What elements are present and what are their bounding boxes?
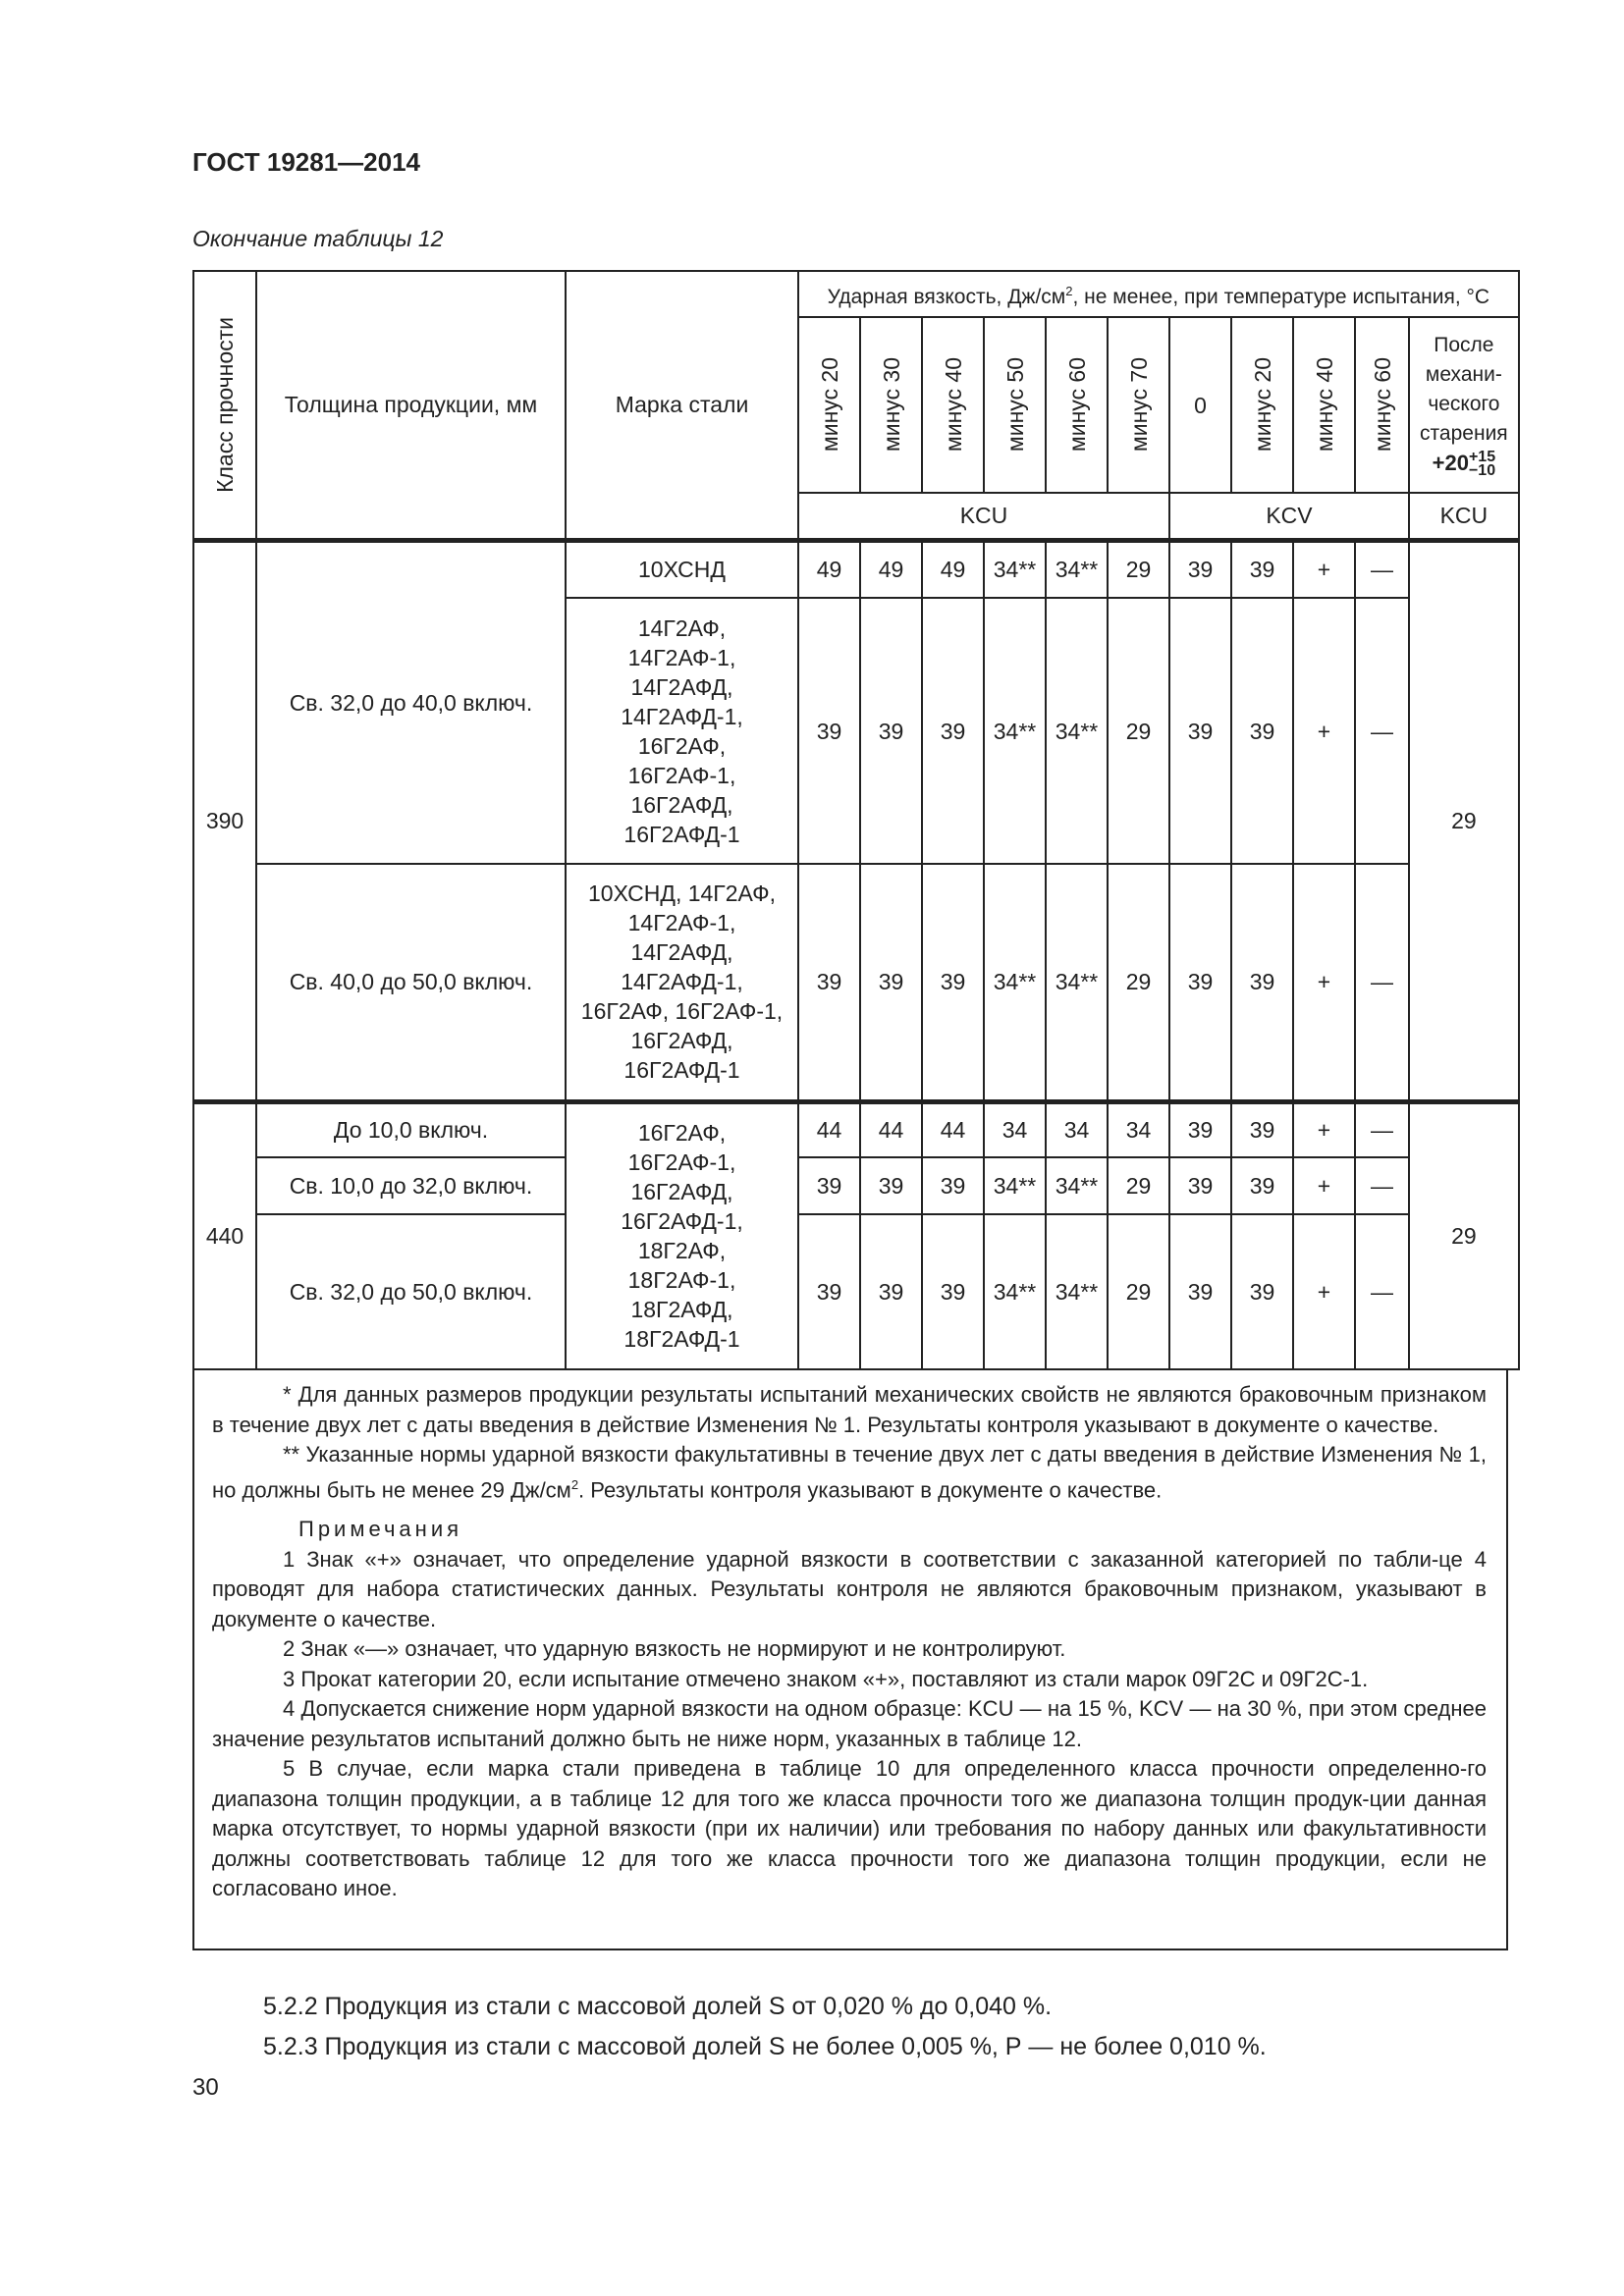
cell-value: 34** bbox=[984, 1157, 1046, 1214]
header-temp-kcu-m70: минус 70 bbox=[1108, 317, 1169, 493]
note-5: 5 В случае, если марка стали приведена в таблице 10 для определенного класса прочности определенно-го диапазона толщин продукции, а в таблице 12 для того же класса прочности того же диапазона толщин продук-ции данная марка отсутствует, то нормы ударной вязкости (при их наличии) или требования по набору данных или факультативности должны соответствовать таблице 12 для того же класса прочности того же диапазона толщин продукции, если не согласовано иное. bbox=[212, 1756, 1487, 1901]
cell-value: 34** bbox=[1046, 1214, 1108, 1369]
cell-value: + bbox=[1293, 1214, 1355, 1369]
row-grade: 16Г2АФ, 16Г2АФ-1, 16Г2АФД, 16Г2АФД-1, 18Г2АФ, 18Г2АФ-1, 18Г2АФД, 18Г2АФД-1 bbox=[566, 1101, 798, 1369]
table-caption: Окончание таблицы 12 bbox=[192, 226, 444, 251]
header-kcv: KCV bbox=[1169, 493, 1409, 540]
cell-value: 39 bbox=[1231, 1214, 1293, 1369]
table-row bbox=[193, 1214, 1519, 1369]
footnote-2: ** Указанные нормы ударной вязкости факультативны в течение двух лет с даты введения в действие Изменения № 1, но должны быть не менее 29 $Дж/см^2$. Результаты контроля указывают в документе о качестве. bbox=[212, 1442, 1487, 1502]
cell-value: 49 bbox=[860, 540, 922, 598]
cell-value: + bbox=[1293, 598, 1355, 864]
cell-value: 34** bbox=[1046, 598, 1108, 864]
cell-value: — bbox=[1355, 1157, 1409, 1214]
table-row bbox=[193, 864, 1519, 1101]
header-temp-kcu-m60: минус 60 bbox=[1046, 317, 1108, 493]
row-grade: 10ХСНД, 14Г2АФ, 14Г2АФ-1, 14Г2АФД, 14Г2АФД-1, 16Г2АФ, 16Г2АФ-1, 16Г2АФД, 16Г2АФД-1 bbox=[566, 864, 798, 1101]
note-3: 3 Прокат категории 20, если испытание отмечено знаком «+», поставляют из стали марок 09Г2С и 09Г2С-1. bbox=[283, 1666, 1369, 1691]
cell-value: + bbox=[1293, 1101, 1355, 1157]
cell-value: 29 bbox=[1108, 1214, 1169, 1369]
header-kcu-after: KCU bbox=[1409, 493, 1519, 540]
footnote-1: * Для данных размеров продукции результаты испытаний механических свойств не являются браковочным признаком в течение двух лет с даты введения в действие Изменения № 1. Результаты контроля указывают в документе о качестве. bbox=[212, 1382, 1487, 1437]
cell-value: 39 bbox=[1231, 598, 1293, 864]
impact-toughness-table bbox=[192, 270, 1520, 1370]
cell-value: 39 bbox=[1169, 1214, 1231, 1369]
header-grade: Марка стали bbox=[566, 271, 798, 540]
cell-value: 34** bbox=[1046, 1157, 1108, 1214]
cell-value: 34** bbox=[984, 540, 1046, 598]
note-1: 1 Знак «+» означает, что определение ударной вязкости в соответствии с заказанной категорией по табли-це 4 проводят для набора статистических данных. Результаты контроля не являются браковочным признаком, указывают в документе о качестве. bbox=[212, 1546, 1487, 1631]
table-row bbox=[193, 540, 1519, 598]
cell-value: 39 bbox=[1231, 1101, 1293, 1157]
header-temp-kcu-m30: минус 30 bbox=[860, 317, 922, 493]
header-temp-kcv-m40: минус 40 bbox=[1293, 317, 1355, 493]
cell-value: 34** bbox=[984, 1214, 1046, 1369]
cell-value: 44 bbox=[860, 1101, 922, 1157]
header-thickness: Толщина продукции, мм bbox=[256, 271, 566, 540]
cell-value: 39 bbox=[798, 1214, 860, 1369]
header-temp-kcu-m20: минус 20 bbox=[798, 317, 860, 493]
note-4: 4 Допускается снижение норм ударной вязкости на одном образце: KCU — на 15 %, KCV — на 30 %, при этом среднее значение результатов испытаний должно быть не ниже норм, указанных в таблице 12. bbox=[212, 1696, 1487, 1751]
row-thickness: Св. 32,0 до 40,0 включ. bbox=[256, 540, 566, 864]
cell-value: + bbox=[1293, 864, 1355, 1101]
cell-value: + bbox=[1293, 540, 1355, 598]
after-aging-390: 29 bbox=[1409, 540, 1519, 1101]
cell-value: — bbox=[1355, 598, 1409, 864]
cell-value: 34 bbox=[1046, 1101, 1108, 1157]
row-grade: 14Г2АФ, 14Г2АФ-1, 14Г2АФД, 14Г2АФД-1, 16Г2АФ, 16Г2АФ-1, 16Г2АФД, 16Г2АФД-1 bbox=[566, 598, 798, 864]
row-thickness: Св. 40,0 до 50,0 включ. bbox=[256, 864, 566, 1101]
document-title: ГОСТ 19281—2014 bbox=[192, 147, 420, 177]
cell-value: 39 bbox=[1231, 864, 1293, 1101]
table-row bbox=[193, 1101, 1519, 1157]
cell-value: 39 bbox=[1231, 1157, 1293, 1214]
table-notes bbox=[192, 1368, 1508, 1950]
cell-value: 39 bbox=[922, 864, 984, 1101]
cell-value: 39 bbox=[860, 1214, 922, 1369]
cell-value: 34** bbox=[1046, 864, 1108, 1101]
cell-value: 29 bbox=[1108, 1157, 1169, 1214]
cell-value: 39 bbox=[798, 864, 860, 1101]
cell-value: 49 bbox=[922, 540, 984, 598]
cell-value: 29 bbox=[1108, 540, 1169, 598]
cell-value: — bbox=[1355, 1214, 1409, 1369]
header-temp-kcv-0: 0 bbox=[1169, 317, 1231, 493]
cell-value: 39 bbox=[860, 1157, 922, 1214]
class-390: 390 bbox=[193, 540, 256, 1101]
header-temp-kcu-m40: минус 40 bbox=[922, 317, 984, 493]
page-number: 30 bbox=[192, 2074, 219, 2101]
cell-value: 39 bbox=[798, 1157, 860, 1214]
cell-value: 39 bbox=[1231, 540, 1293, 598]
header-class: Класс прочности bbox=[193, 271, 256, 540]
cell-value: 34** bbox=[984, 598, 1046, 864]
cell-value: — bbox=[1355, 540, 1409, 598]
cell-value: 39 bbox=[922, 1157, 984, 1214]
cell-value: 44 bbox=[798, 1101, 860, 1157]
cell-value: 39 bbox=[1169, 1157, 1231, 1214]
cell-value: 29 bbox=[1108, 864, 1169, 1101]
cell-value: 44 bbox=[922, 1101, 984, 1157]
paragraph-5-2-3: 5.2.3 Продукция из стали с массовой долей S не более 0,005 %, Р — не более 0,010 %. bbox=[263, 2033, 1267, 2060]
cell-value: 34** bbox=[1046, 540, 1108, 598]
row-thickness: Св. 32,0 до 50,0 включ. bbox=[256, 1214, 566, 1369]
cell-value: 29 bbox=[1108, 598, 1169, 864]
cell-value: + bbox=[1293, 1157, 1355, 1214]
header-temp-kcu-m50: минус 50 bbox=[984, 317, 1046, 493]
header-kcu: KCU bbox=[798, 493, 1169, 540]
cell-value: 39 bbox=[860, 598, 922, 864]
cell-value: 34 bbox=[984, 1101, 1046, 1157]
row-thickness: Св. 10,0 до 32,0 включ. bbox=[256, 1157, 566, 1214]
after-aging-440: 29 bbox=[1409, 1101, 1519, 1369]
cell-value: 49 bbox=[798, 540, 860, 598]
notes-title: Примечания bbox=[298, 1517, 463, 1542]
cell-value: 39 bbox=[922, 598, 984, 864]
cell-value: 39 bbox=[922, 1214, 984, 1369]
cell-value: 34** bbox=[984, 864, 1046, 1101]
cell-value: 39 bbox=[1169, 864, 1231, 1101]
row-thickness: До 10,0 включ. bbox=[256, 1101, 566, 1157]
header-temp-kcv-m20: минус 20 bbox=[1231, 317, 1293, 493]
paragraph-5-2-2: 5.2.2 Продукция из стали с массовой долей S от 0,020 % до 0,040 %. bbox=[263, 1993, 1053, 2020]
cell-value: 39 bbox=[1169, 540, 1231, 598]
class-440: 440 bbox=[193, 1101, 256, 1369]
note-2: 2 Знак «—» означает, что ударную вязкость не нормируют и не контролируют. bbox=[283, 1636, 1066, 1662]
header-impact: Ударная вязкость, $Дж/см^2$, не менее, при температуре испытания, °С bbox=[798, 271, 1519, 317]
cell-value: — bbox=[1355, 864, 1409, 1101]
cell-value: 39 bbox=[1169, 1101, 1231, 1157]
header-after-aging: После механи-ческого старения +20+15 −10 bbox=[1409, 317, 1519, 493]
table-row bbox=[193, 1157, 1519, 1214]
cell-value: 34 bbox=[1108, 1101, 1169, 1157]
cell-value: 39 bbox=[860, 864, 922, 1101]
cell-value: 39 bbox=[798, 598, 860, 864]
header-temp-kcv-m60: минус 60 bbox=[1355, 317, 1409, 493]
cell-value: 39 bbox=[1169, 598, 1231, 864]
cell-value: — bbox=[1355, 1101, 1409, 1157]
row-grade: 10ХСНД bbox=[566, 540, 798, 598]
